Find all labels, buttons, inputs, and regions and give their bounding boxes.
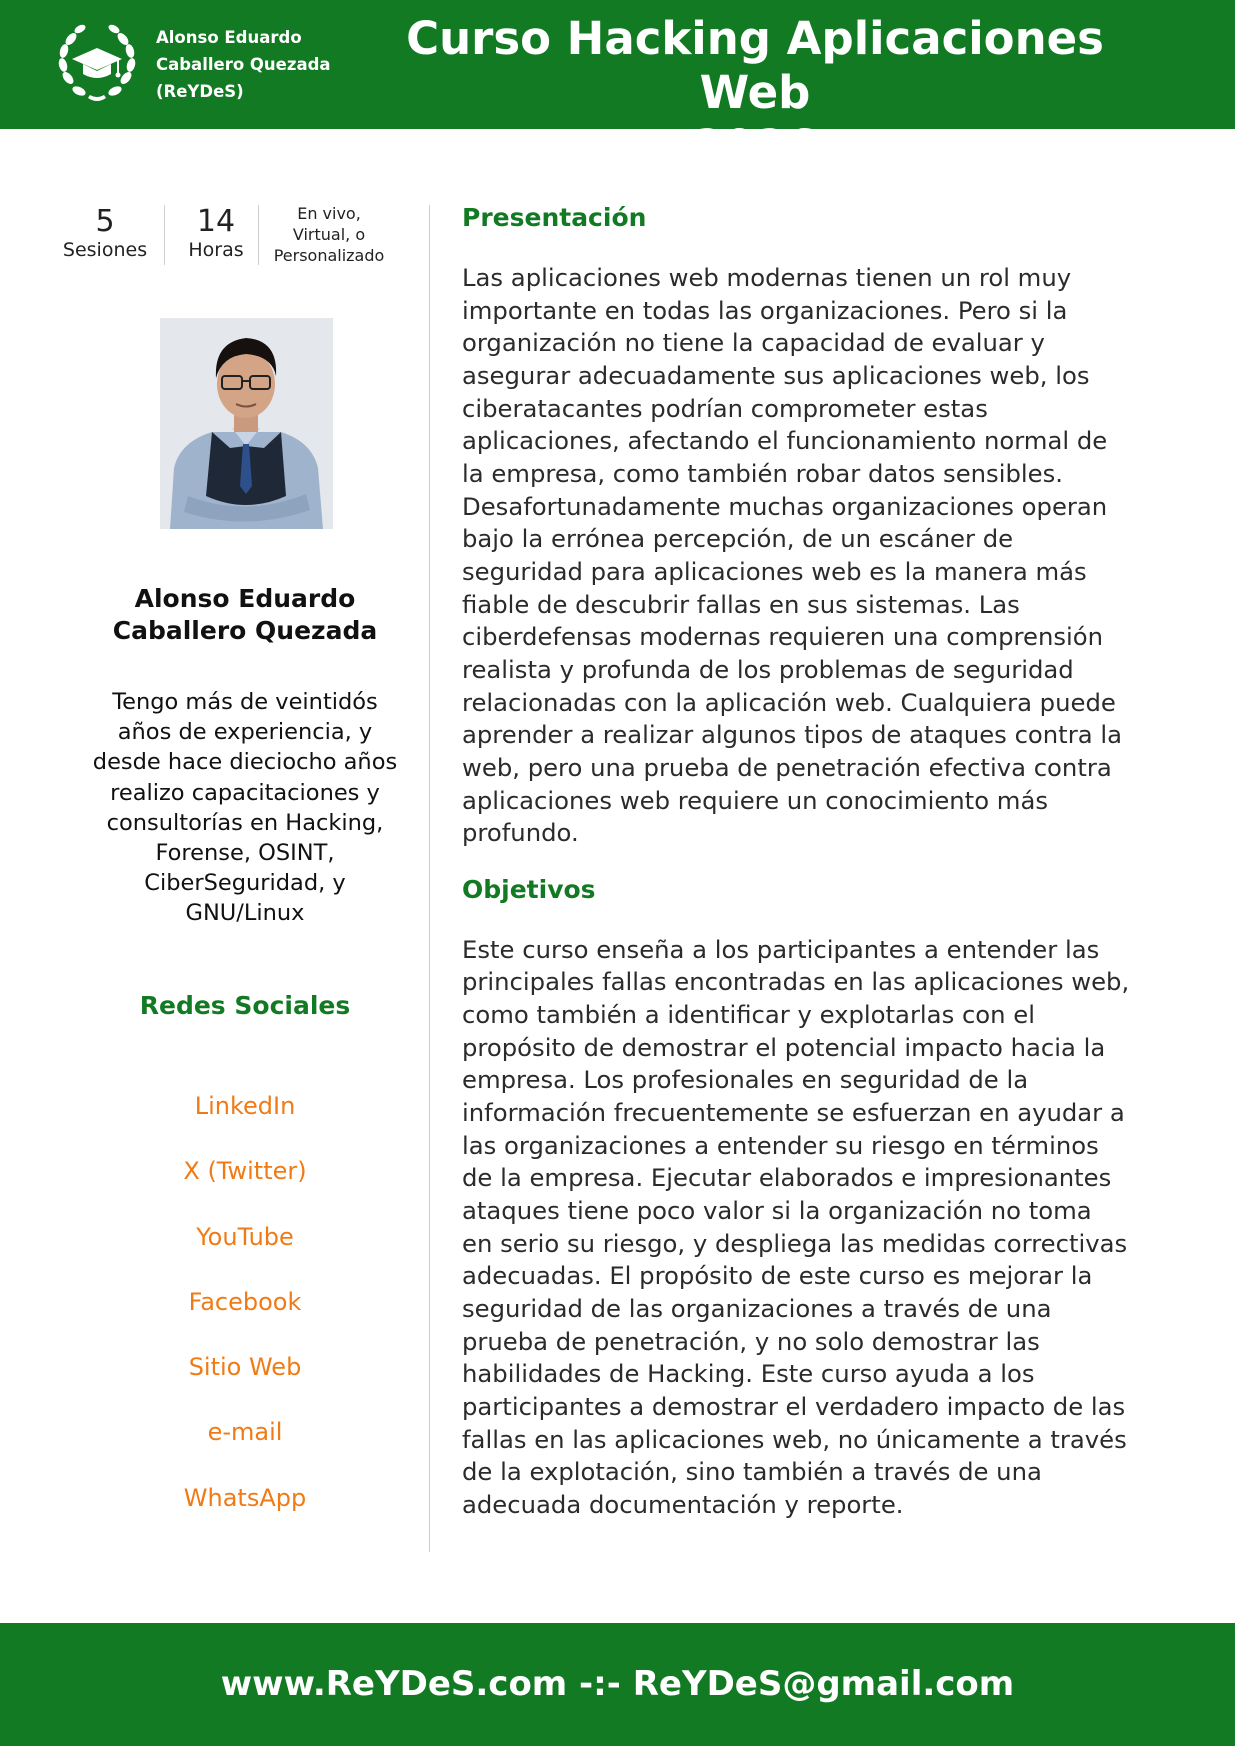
modality-line: En vivo,: [297, 204, 361, 223]
text-line: realista y profunda de los problemas de seguridad: [462, 654, 1074, 684]
text-line: participantes a demostrar el verdadero impacto de las: [462, 1392, 1126, 1421]
bio-line: consultorías en Hacking,: [106, 809, 384, 836]
bio-line: desde hace dieciocho años: [92, 749, 398, 776]
text-line: ataques tiene poco valor si la organización no toma: [462, 1196, 1092, 1226]
social-links: [60, 1090, 430, 1547]
text-line: seguridad para aplicaciones web es la manera más: [462, 556, 1087, 586]
text-line: Las aplicaciones web modernas tienen un rol muy: [462, 263, 1072, 292]
text-line: adecuadas. El propósito de este curso es mejorar la: [462, 1261, 1093, 1291]
text-line: la empresa, como también robar datos sensibles.: [462, 458, 1063, 488]
brand-line: Alonso Eduardo: [156, 28, 302, 47]
bio-line: realizo capacitaciones y: [110, 779, 380, 806]
text-line: seguridad de las organizaciones a través de una: [462, 1294, 1052, 1324]
stat-hours: [168, 205, 264, 261]
brand-name: [156, 24, 356, 105]
brand-line: (ReYDeS): [156, 82, 244, 101]
presentacion-heading: Presentación: [462, 203, 647, 232]
bio-line: GNU/Linux: [185, 900, 305, 927]
modality-line: Personalizado: [273, 246, 385, 265]
text-line: adecuada documentación y reporte.: [462, 1489, 904, 1519]
bio-line: Forense, OSINT,: [155, 840, 335, 867]
instructor-name: [60, 583, 430, 647]
text-line: importante en todas las organizaciones. Pero si la: [462, 295, 1068, 325]
social-link-twitter[interactable]: X (Twitter): [183, 1157, 307, 1186]
stat-value: 14: [196, 204, 236, 239]
social-link-facebook[interactable]: Facebook: [188, 1287, 302, 1316]
text-line: Desafortunadamente muchas organizaciones operan: [462, 491, 1108, 521]
stat-value: 5: [95, 204, 115, 239]
stat-sessions: [54, 205, 156, 261]
social-title: Redes Sociales: [139, 991, 351, 1020]
stat-label: Sesiones: [62, 239, 148, 261]
instructor-bio: [70, 687, 420, 929]
text-line: web, pero una prueba de penetración efectiva contra: [462, 752, 1112, 782]
course-title-line: Curso Hacking Aplicaciones Web: [406, 12, 1104, 119]
text-line: aplicaciones, afectando el funcionamiento normal de: [462, 426, 1108, 456]
text-line: relacionadas con la aplicación web. Cualquiera puede: [462, 687, 1116, 717]
text-line: asegurar adecuadamente sus aplicaciones web, los: [462, 360, 1090, 390]
text-line: Este curso enseña a los participantes a entender las: [462, 934, 1100, 964]
stat-modality: [264, 203, 394, 266]
footer-contact[interactable]: www.ReYDeS.com -:- ReYDeS@gmail.com: [220, 1664, 1015, 1704]
course-title: [360, 12, 1150, 174]
bio-line: Tengo más de veintidós: [112, 689, 378, 715]
text-line: las organizaciones a entender su riesgo en términos: [462, 1130, 1099, 1160]
text-line: propósito de demostrar el potencial impacto hacia la: [462, 1032, 1106, 1062]
brand-line: Caballero Quezada: [156, 55, 331, 74]
objetivos-heading: Objetivos: [462, 874, 596, 904]
stat-label: Horas: [188, 239, 244, 261]
text-line: de la empresa. Ejecutar elaborados e impresionantes: [462, 1163, 1112, 1193]
text-line: fallas en las aplicaciones web, no únicamente a través: [462, 1424, 1127, 1454]
stat-divider: [164, 205, 165, 265]
text-line: en serio su riesgo, y despliega las medidas correctivas: [462, 1228, 1128, 1258]
text-line: ciberdefensas modernas requieren una comprensión: [462, 622, 1104, 652]
modality-line: Virtual, o: [292, 225, 366, 244]
instructor-name-line: Caballero Quezada: [112, 616, 378, 645]
text-line: de la explotación, sino también a través de una: [462, 1457, 1042, 1487]
instructor-photo: [160, 318, 333, 529]
objetivos-text: [462, 934, 1177, 1522]
text-line: ciberatacantes podrían comprometer estas: [462, 393, 988, 423]
social-link-website[interactable]: Sitio Web: [188, 1353, 302, 1382]
presentacion-text: [462, 262, 1177, 850]
social-link-linkedin[interactable]: LinkedIn: [194, 1092, 296, 1120]
text-line: bajo la errónea percepción, de un escáner de: [462, 524, 1014, 554]
social-link-whatsapp[interactable]: WhatsApp: [183, 1483, 307, 1512]
column-divider: [429, 205, 430, 1552]
text-line: organización no tiene la capacidad de evaluar y: [462, 328, 1045, 358]
bio-line: años de experiencia, y: [117, 719, 373, 746]
bio-line: CiberSeguridad, y: [144, 870, 346, 897]
stat-divider: [258, 205, 259, 265]
text-line: como también a identificar y explotarlas con el: [462, 1000, 1035, 1030]
instructor-name-line: Alonso Eduardo: [134, 584, 356, 613]
text-line: principales fallas encontradas en las aplicaciones web,: [462, 967, 1130, 997]
main-content: [462, 200, 1177, 1522]
text-line: habilidades de Hacking. Este curso ayuda a los: [462, 1359, 1035, 1389]
text-line: aplicaciones web requiere un conocimiento más: [462, 785, 1048, 815]
graduation-cap-laurel-icon: [54, 20, 140, 106]
text-line: información frecuentemente se esfuerzan en ayudar a: [462, 1098, 1125, 1128]
text-line: aprender a realizar algunos tipos de ataques contra la: [462, 720, 1122, 750]
text-line: fiable de descubrir fallas en sus sistemas. Las: [462, 589, 1020, 619]
footer-banner: [0, 1623, 1235, 1746]
header-banner: [0, 0, 1235, 173]
social-link-email[interactable]: e-mail: [207, 1418, 283, 1447]
text-line: empresa. Los profesionales en seguridad de la: [462, 1065, 1029, 1095]
instructor-portrait: [160, 318, 333, 529]
social-link-youtube[interactable]: YouTube: [196, 1222, 294, 1251]
text-line: prueba de penetración, y no solo demostrar las: [462, 1326, 1040, 1356]
course-title-line: 2026: [692, 120, 818, 173]
text-line: profundo.: [462, 818, 579, 848]
